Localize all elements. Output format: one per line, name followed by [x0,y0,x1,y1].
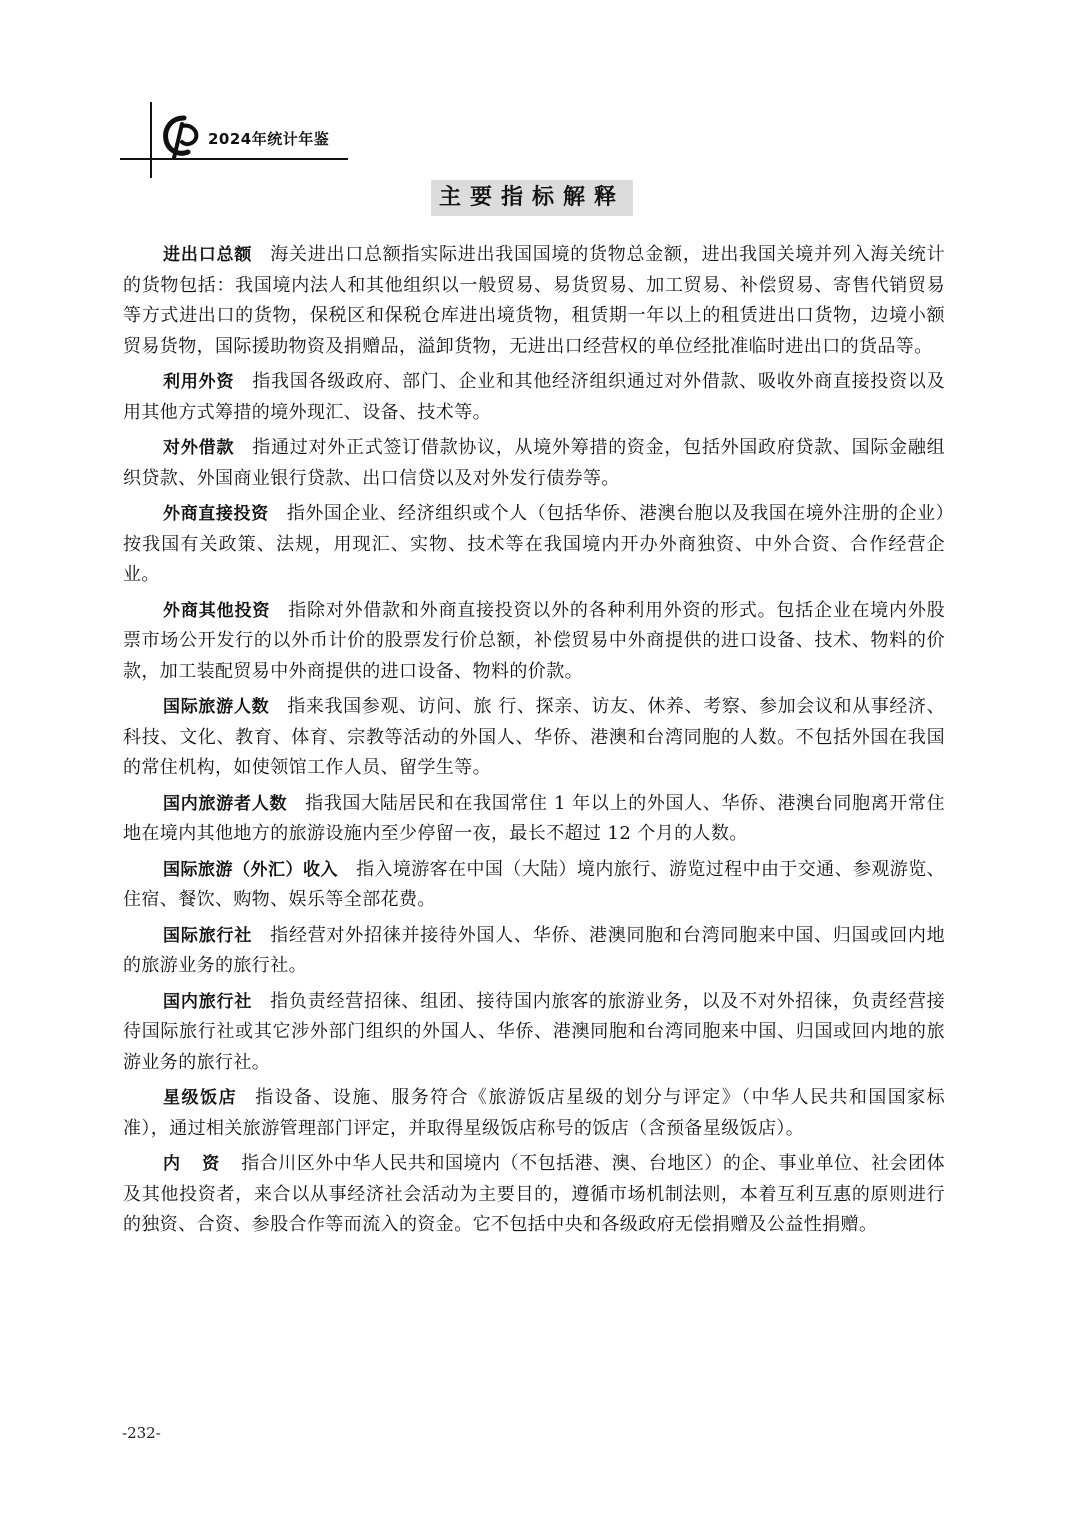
definition-term: 国内旅行社 [163,991,253,1012]
definition-term: 外商其他投资 [163,600,271,621]
definition-entry [123,1083,945,1144]
definition-text: 指设备、设施、服务符合《旅游饭店星级的划分与评定》（中华人民共和国国家标准），通过相关旅游管理部门评定，并取得星级饭店称号的饭店（含预备星级饭店）。 [123,1087,945,1139]
definition-term: 国际旅游人数 [163,697,270,717]
definition-text: 指我国各级政府、部门、企业和其他经济组织通过对外借款、吸收外商直接投资以及用其他方式筹措的境外现汇、设备、技术等。 [123,371,946,423]
definition-entry [123,240,945,362]
definition-entry [123,692,945,784]
page-header [0,0,1074,200]
definition-term: 利用外资 [163,372,235,392]
definition-text: 指经营对外招徕并接待外国人、华侨、港澳同胞和台湾同胞来中国、归国或回内地的旅游业务的旅行社。 [123,924,945,976]
header-vertical-rule [150,102,152,178]
definition-term: 外商直接投资 [163,504,269,524]
statistics-logo-icon [160,112,204,160]
definition-text: 指入境游客在中国（大陆）境内旅行、游览过程中由于交通、参观游览、住宿、餐饮、购物、娱乐等全部花费。 [123,858,946,910]
definition-term: 对外借款 [163,438,235,458]
definition-text: 指外国企业、经济组织或个人（包括华侨、港澳台胞以及我国在境外注册的企业）按我国有关政策、法规，用现汇、实物、技术等在我国境内开办外商独资、中外合资、合作经营企业。 [123,503,945,585]
definition-text: 指来我国参观、访问、旅 行、探亲、访友、休养、考察、参加会议和从事经济、科技、文化、教育、体育、宗教等活动的外国人、华侨、港澳和台湾同胞的人数。不包括外国在我国的常住机构，如使领馆工作人员、留学生等。 [123,696,946,778]
definition-entry [123,433,945,494]
definition-term: 进出口总额 [163,245,253,265]
definition-text: 指负责经营招徕、组团、接待国内旅客的旅游业务，以及不对外招徕，负责经营接待国际旅行社或其它涉外部门组织的外国人、华侨、港澳同胞和台湾同胞来中国、归国或回内地的旅游业务的旅行社。 [123,990,945,1073]
definition-entry [123,596,945,688]
definitions-list [123,240,945,1246]
page-number: -232- [122,1424,161,1442]
definition-term: 内资 [163,1154,242,1174]
definition-text: 指除对外借款和外商直接投资以外的各种利用外资的形式。包括企业在境内外股票市场公开发行的以外币计价的股票发行价总额，补偿贸易中外商提供的进口设备、技术、物料的价款，加工装配贸易中外商提供的进口设备、物料的价款。 [123,599,945,682]
definition-text: 指我国大陆居民和在我国常住 1 年以上的外国人、华侨、港澳台同胞离开常住地在境内其他地方的旅游设施内至少停留一夜，最长不超过 12 个月的人数。 [123,792,946,844]
definition-term: 星级饭店 [163,1088,238,1108]
definition-term: 国际旅行社 [163,925,253,946]
definition-entry [123,499,945,591]
definition-entry [123,1149,945,1241]
definition-term: 国内旅游者人数 [163,793,288,814]
book-title: 2024年统计年鉴 [208,130,330,148]
definition-entry [123,855,945,916]
definition-text: 指通过对外正式签订借款协议，从境外筹措的资金，包括外国政府贷款、国际金融组织贷款、外国商业银行贷款、出口信贷以及对外发行债券等。 [123,437,946,489]
definition-term: 国际旅游（外汇）收入 [163,859,339,880]
definition-entry [123,789,945,850]
page-title: 主要指标解释 [431,180,633,216]
definition-text: 海关进出口总额指实际进出我国国境的货物总金额，进出我国关境并列入海关统计的货物包括：我国境内法人和其他组织以一般贸易、易货贸易、加工贸易、补偿贸易、寄售代销贸易等方式进出口的货物，保税区和保税仓库进出境货物，租赁期一年以上的租赁进出口货物，边境小额贸易货物，国际援助物资及捐赠品，溢卸货物，无进出口经营权的单位经批准临时进出口的货品等。 [123,244,945,357]
definition-text: 指合川区外中华人民共和国境内（不包括港、澳、台地区）的企、事业单位、社会团体及其他投资者，来合以从事经济社会活动为主要目的，遵循市场机制法则，本着互利互惠的原则进行的独资、合资、参股合作等而流入的资金。它不包括中央和各级政府无偿捐赠及公益性捐赠。 [123,1153,945,1235]
header-horizontal-rule [120,158,348,160]
definition-entry [123,367,945,428]
definition-entry [123,987,945,1079]
definition-entry [123,921,945,982]
